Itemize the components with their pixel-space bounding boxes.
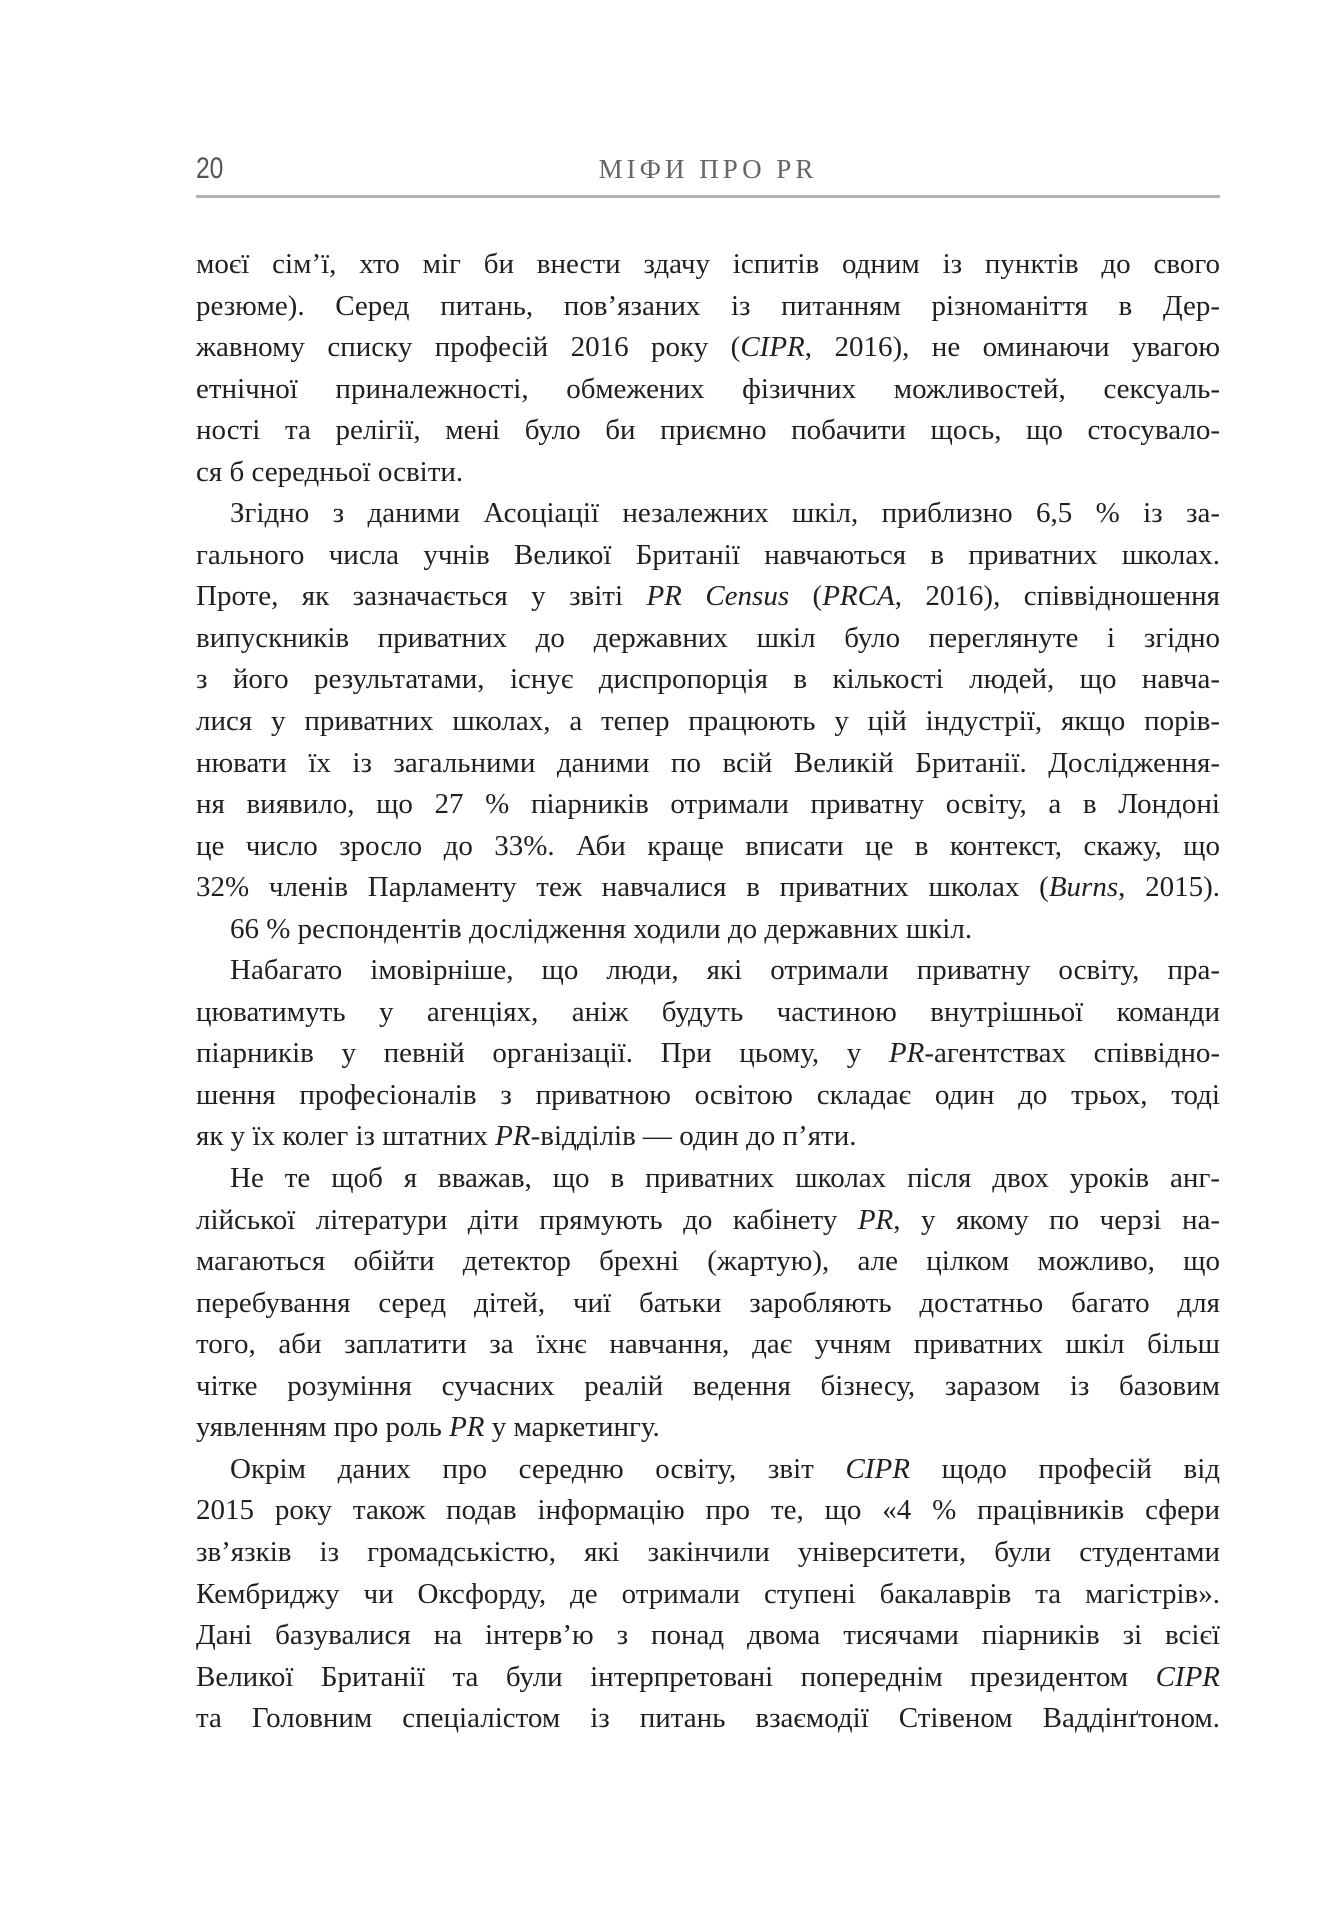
text-segment: з його результатами, існує диспропорція в кількості людей, що навча- xyxy=(196,663,1220,696)
text-segment: того, аби заплатити за їхнє навчання, дає учням приватних шкіл більш xyxy=(196,1328,1220,1361)
text-segment: Окрім даних про середню освіту, звіт xyxy=(230,1452,846,1485)
text-segment: , 2015). xyxy=(1118,871,1220,904)
text-segment: моєї сім’ї, хто міг би внести здачу іспитів одним із пунктів до свого xyxy=(196,248,1220,280)
italic-term: PR Census xyxy=(646,580,790,613)
running-head xyxy=(196,152,1220,198)
text-segment: як у їх колег із штатних xyxy=(196,1120,496,1153)
text-line xyxy=(196,1033,1220,1075)
text-segment: випускників приватних до державних шкіл було переглянуте і згідно xyxy=(196,621,1220,654)
italic-term: PR xyxy=(495,1120,531,1153)
header-rule xyxy=(196,195,1220,198)
text-line xyxy=(196,452,1220,494)
text-line xyxy=(196,1116,1220,1158)
text-line xyxy=(196,950,1220,992)
text-segment: нювати їх із загальними даними по всій Великій Британії. Дослідження- xyxy=(196,746,1220,779)
text-segment: , 2016), не оминаючи увагою xyxy=(804,331,1220,364)
page-number: 20 xyxy=(196,152,224,185)
text-segment: та Головним спеціалістом із питань взаємодії Стівеном Ваддінґтоном. xyxy=(196,1702,1220,1735)
italic-term: CIPR xyxy=(845,1452,910,1485)
text-line xyxy=(196,1366,1220,1408)
text-line xyxy=(196,1241,1220,1283)
text-segment: -агентствах співвідно- xyxy=(924,1037,1220,1070)
italic-term: PR xyxy=(449,1411,485,1444)
text-line xyxy=(196,1490,1220,1532)
text-line xyxy=(196,1075,1220,1117)
body-text xyxy=(196,244,1220,1740)
italic-term: PR xyxy=(857,1203,894,1236)
text-segment: ня виявило, що 27 % піарників отримали приватну освіту, а в Лондоні xyxy=(196,788,1220,821)
text-segment: це число зросло до 33%. Аби краще вписати це в контекст, скажу, що xyxy=(196,829,1220,862)
text-line xyxy=(196,909,1220,951)
text-segment: Набагато імовірніше, що люди, які отримали приватну освіту, пра- xyxy=(230,954,1220,987)
text-segment: лися у приватних школах, а тепер працюють у цій індустрії, якщо порів- xyxy=(196,705,1220,738)
text-line xyxy=(196,784,1220,826)
text-line xyxy=(196,659,1220,701)
italic-term: PRCA xyxy=(822,580,895,613)
text-segment: піарників у певній організації. При цьому, у xyxy=(196,1037,889,1070)
text-line xyxy=(196,1532,1220,1574)
text-line xyxy=(196,286,1220,328)
italic-term: PR xyxy=(888,1037,925,1070)
text-segment: цюватимуть у агенціях, аніж будуть частиною внутрішньої команди xyxy=(196,995,1220,1028)
text-line xyxy=(196,369,1220,411)
running-title: МІФИ ПРО PR xyxy=(598,154,818,184)
text-line xyxy=(196,1283,1220,1325)
text-line xyxy=(196,992,1220,1034)
italic-term: CIPR xyxy=(1155,1660,1220,1693)
text-line xyxy=(196,1324,1220,1366)
text-line xyxy=(196,576,1220,618)
text-segment: -відділів — один до п’яти. xyxy=(530,1120,857,1153)
text-segment: лійської літератури діти прямують до кабінету xyxy=(196,1203,858,1236)
text-segment: Не те щоб я вважав, що в приватних школах після двох уроків анг- xyxy=(230,1162,1220,1195)
text-line xyxy=(196,1698,1220,1740)
text-line xyxy=(196,743,1220,785)
text-segment: Дані базувалися на інтерв’ю з понад двома тисячами піарників зі всієї xyxy=(196,1619,1220,1652)
text-segment: чітке розуміння сучасних реалій ведення бізнесу, заразом із базовим xyxy=(196,1369,1220,1402)
text-segment: ності та релігії, мені було би приємно побачити щось, що стосувало- xyxy=(196,414,1220,447)
text-line xyxy=(196,1615,1220,1657)
text-line xyxy=(196,1158,1220,1200)
text-segment: уявленням про роль xyxy=(196,1411,450,1444)
text-line xyxy=(196,410,1220,452)
text-segment: Проте, як зазначається у звіті xyxy=(196,580,647,613)
text-line xyxy=(196,493,1220,535)
text-segment: резюме). Серед питань, пов’язаних із питанням різноманіття в Дер- xyxy=(196,289,1220,322)
text-line xyxy=(196,244,1220,286)
text-segment: етнічної приналежності, обмежених фізичних можливостей, сексуаль- xyxy=(196,372,1220,405)
text-segment: зв’язків із громадськістю, які закінчили університети, були студентами xyxy=(196,1535,1220,1568)
text-line xyxy=(196,1657,1220,1699)
italic-term: Burns xyxy=(1048,871,1119,904)
text-line xyxy=(196,701,1220,743)
text-segment: ( xyxy=(789,580,823,613)
text-segment: магаються обійти детектор брехні (жартую), але цілком можливо, що xyxy=(196,1245,1220,1278)
text-segment: гального числа учнів Великої Британії навчаються в приватних школах. xyxy=(196,538,1220,571)
text-segment: Кембриджу чи Оксфорду, де отримали ступені бакалаврів та магістрів». xyxy=(196,1577,1220,1610)
text-line xyxy=(196,1200,1220,1242)
text-segment: , 2016), співвідношення xyxy=(894,580,1221,613)
text-line xyxy=(196,1574,1220,1616)
text-segment: ся б середньої освіти. xyxy=(196,455,464,488)
text-line xyxy=(196,535,1220,577)
text-segment: 32% членів Парламенту теж навчалися в приватних школах ( xyxy=(196,871,1049,904)
text-line xyxy=(196,618,1220,660)
text-segment: 66 % респондентів дослідження ходили до державних шкіл. xyxy=(230,912,973,945)
text-segment: Згідно з даними Асоціації незалежних шкіл, приблизно 6,5 % із за- xyxy=(230,497,1220,530)
italic-term: CIPR xyxy=(740,331,805,364)
text-segment: шення професіоналів з приватною освітою складає один до трьох, тоді xyxy=(196,1078,1220,1111)
text-segment: щодо професій від xyxy=(909,1452,1221,1485)
text-segment: у маркетингу. xyxy=(484,1411,660,1444)
text-line xyxy=(196,867,1220,909)
text-segment: 2015 року також подав інформацію про те, що «4 % працівників сфери xyxy=(196,1494,1220,1527)
text-line xyxy=(196,1449,1220,1491)
text-segment: Великої Британії та були інтерпретовані попереднім президентом xyxy=(196,1660,1156,1693)
text-line xyxy=(196,1407,1220,1449)
text-segment: , у якому по черзі на- xyxy=(893,1203,1220,1236)
text-line xyxy=(196,826,1220,868)
text-segment: жавному списку професій 2016 року ( xyxy=(196,331,741,364)
text-segment: перебування серед дітей, чиї батьки заробляють достатньо багато для xyxy=(196,1286,1220,1319)
text-line xyxy=(196,327,1220,369)
